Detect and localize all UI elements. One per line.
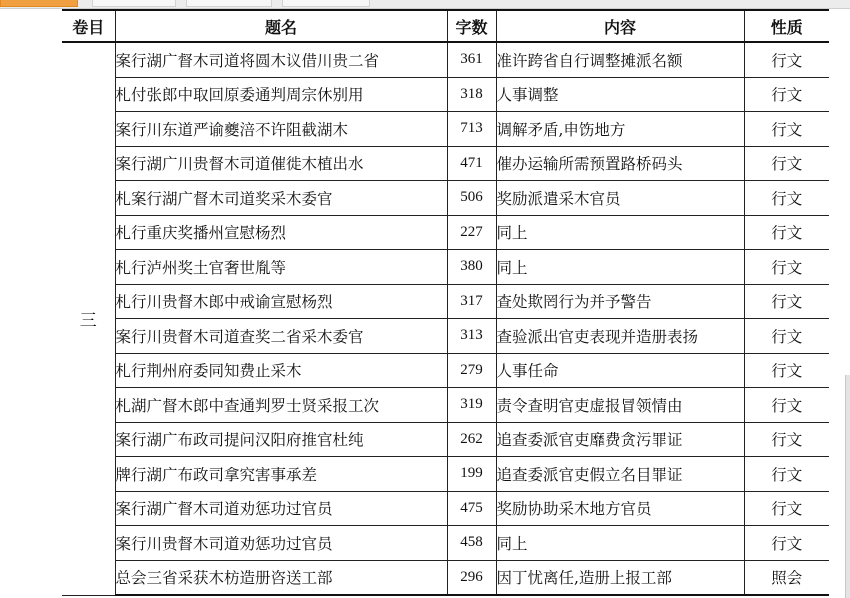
table-row: [62, 146, 829, 181]
row-title: 札付张郎中取回原委通判周宗休别用: [115, 77, 447, 112]
row-title: 札行荆州府委同知费止采木: [115, 353, 447, 388]
volume-cell: 三: [62, 42, 115, 595]
row-content: 因丁忧离任,造册上报工部: [496, 560, 744, 595]
table-row: [62, 284, 829, 319]
row-nature: 行文: [744, 422, 829, 457]
viewer-tab[interactable]: [186, 0, 272, 7]
row-nature: 行文: [744, 77, 829, 112]
viewer-toolbar: [0, 0, 850, 9]
table-row: [62, 319, 829, 354]
row-title: 案行湖广督木司道劝惩功过官员: [115, 491, 447, 526]
row-title: 案行湖广布政司提问汉阳府推官杜纯: [115, 422, 447, 457]
row-content: 追查委派官吏假立名目罪证: [496, 457, 744, 492]
row-content: 奖励派遣采木官员: [496, 181, 744, 216]
row-char-count: 361: [447, 42, 496, 77]
row-nature: 行文: [744, 42, 829, 77]
adjacent-pane-edge: [845, 375, 850, 598]
row-char-count: 458: [447, 526, 496, 561]
row-content: 调解矛盾,申饬地方: [496, 112, 744, 147]
row-char-count: 318: [447, 77, 496, 112]
row-content: 查处欺罔行为并予警告: [496, 284, 744, 319]
viewer-tab-active[interactable]: [0, 0, 78, 7]
row-title: 案行湖广川贵督木司道催徙木植出水: [115, 146, 447, 181]
row-char-count: 506: [447, 181, 496, 216]
row-nature: 行文: [744, 457, 829, 492]
row-title: 札行川贵督木郎中戒谕宣慰杨烈: [115, 284, 447, 319]
row-content: 人事调整: [496, 77, 744, 112]
row-nature: 行文: [744, 181, 829, 216]
row-char-count: 262: [447, 422, 496, 457]
row-nature: 行文: [744, 491, 829, 526]
row-title: 案行湖广督木司道将圆木议借川贵二省: [115, 42, 447, 77]
table-row: [62, 457, 829, 492]
row-char-count: 471: [447, 146, 496, 181]
row-content: 查验派出官吏表现并造册表扬: [496, 319, 744, 354]
row-char-count: 475: [447, 491, 496, 526]
row-title: 案行川贵督木司道劝惩功过官员: [115, 526, 447, 561]
document-table: [62, 9, 829, 596]
row-title: 札案行湖广督木司道奖采木委官: [115, 181, 447, 216]
row-content: 同上: [496, 215, 744, 250]
row-char-count: 313: [447, 319, 496, 354]
header-char-count: 字数: [447, 10, 496, 42]
header-title: 题名: [115, 10, 447, 42]
row-title: 牌行湖广布政司拿究害事承差: [115, 457, 447, 492]
row-content: 追查委派官吏靡费贪污罪证: [496, 422, 744, 457]
table-row: [62, 491, 829, 526]
header-volume: 卷目: [62, 10, 115, 42]
table-row: [62, 526, 829, 561]
row-title: 案行川贵督木司道查奖二省采木委官: [115, 319, 447, 354]
row-char-count: 380: [447, 250, 496, 285]
row-content: 奖励协助采木地方官员: [496, 491, 744, 526]
row-nature: 行文: [744, 526, 829, 561]
row-char-count: 296: [447, 560, 496, 595]
table-row: [62, 422, 829, 457]
row-title: 总会三省采获木枋造册咨送工部: [115, 560, 447, 595]
row-char-count: 317: [447, 284, 496, 319]
viewer-tab[interactable]: [282, 0, 370, 7]
table-row: [62, 215, 829, 250]
table-row: [62, 181, 829, 216]
row-char-count: 713: [447, 112, 496, 147]
row-nature: 照会: [744, 560, 829, 595]
row-title: 札湖广督木郎中查通判罗士贤采报工次: [115, 388, 447, 423]
row-title: 札行泸州奖土官奢世胤等: [115, 250, 447, 285]
row-nature: 行文: [744, 146, 829, 181]
table-row: [62, 353, 829, 388]
row-content: 责令查明官吏虚报冒领情由: [496, 388, 744, 423]
header-content: 内容: [496, 10, 744, 42]
table-body: [62, 42, 829, 595]
row-char-count: 227: [447, 215, 496, 250]
row-char-count: 199: [447, 457, 496, 492]
row-nature: 行文: [744, 388, 829, 423]
row-content: 催办运输所需预置路桥码头: [496, 146, 744, 181]
row-content: 同上: [496, 250, 744, 285]
row-content: 准许跨省自行调整摊派名额: [496, 42, 744, 77]
row-nature: 行文: [744, 353, 829, 388]
row-title: 案行川东道严谕夔涪不许阻截湖木: [115, 112, 447, 147]
table-row: [62, 560, 829, 595]
row-char-count: 279: [447, 353, 496, 388]
viewer-tab[interactable]: [92, 0, 176, 7]
header-nature: 性质: [744, 10, 829, 42]
row-nature: 行文: [744, 284, 829, 319]
row-char-count: 319: [447, 388, 496, 423]
table-row: [62, 388, 829, 423]
table-row: [62, 42, 829, 77]
table-row: [62, 112, 829, 147]
row-nature: 行文: [744, 250, 829, 285]
table-row: [62, 77, 829, 112]
table-header-row: [62, 10, 829, 42]
row-title: 札行重庆奖播州宣慰杨烈: [115, 215, 447, 250]
row-nature: 行文: [744, 319, 829, 354]
row-content: 同上: [496, 526, 744, 561]
table-row: [62, 250, 829, 285]
row-nature: 行文: [744, 112, 829, 147]
row-content: 人事任命: [496, 353, 744, 388]
row-nature: 行文: [744, 215, 829, 250]
